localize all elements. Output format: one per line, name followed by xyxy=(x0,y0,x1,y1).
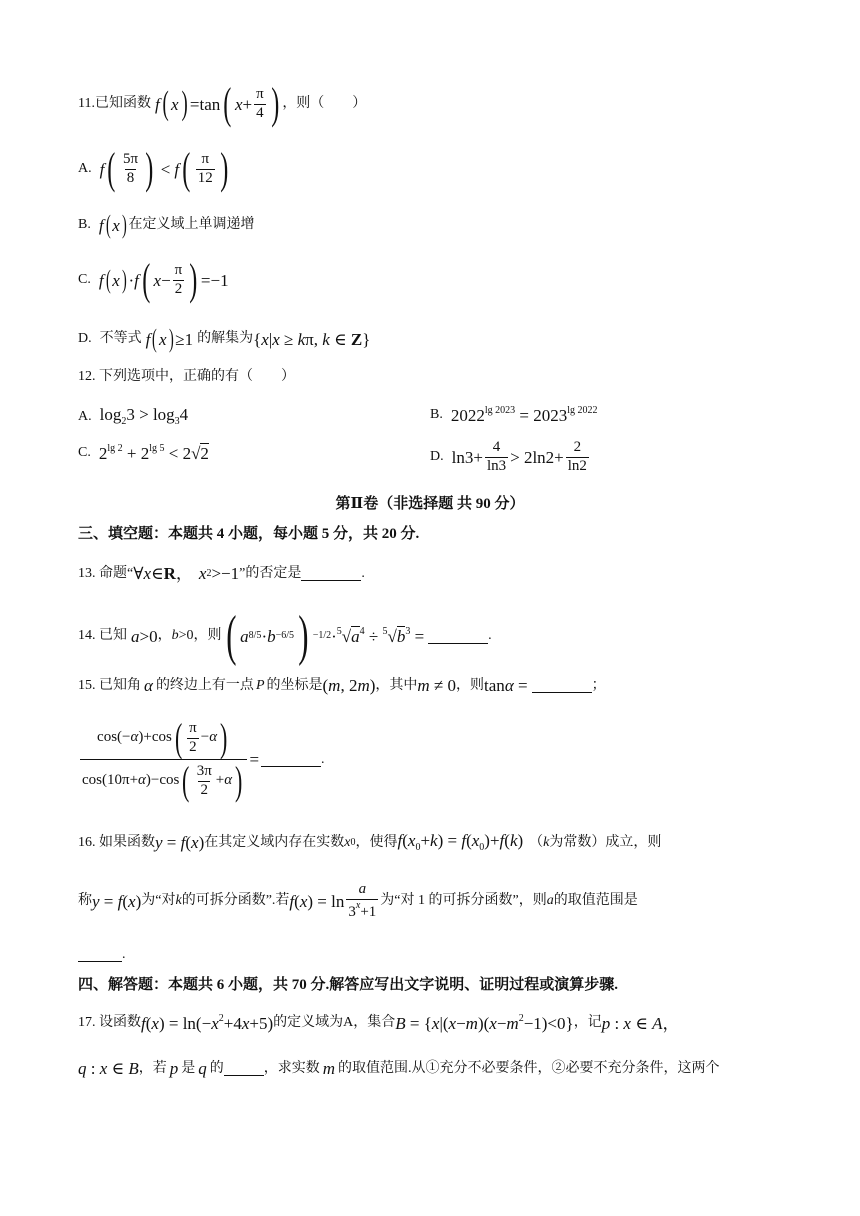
q12-option-c: C. $2^{lg 2} + 2^{lg 5} < 2√2$ xyxy=(78,443,209,463)
q11-option-a: A. f ( $\frac{5\pi}{8}$ ) < f ( $\frac{\pi}{12}$ ) xyxy=(78,144,229,193)
section-4-heading: 四、解答题：本题共 6 小题，共 70 分.解答应写出文字说明、证明过程或演算步骤. xyxy=(78,977,619,993)
q16-blank: . xyxy=(78,947,126,962)
q17-line-1: 17. 设函数 $f(x) = \ln(-x^2+4x+5)$ 的定义域为A，集合 $B = \{x|(x-m)(x-m^2-1)<0\}$ ，记 p : x ∈ A， xyxy=(78,1013,680,1033)
q15: 15. 已知角 α 的终边上有一点 P 的坐标是 (m, 2m) ，其中 m ≠ 0 ，则 tanα = ； xyxy=(78,676,606,695)
q11-option-b: B. f ( x ) 在定义域上单调递增 xyxy=(78,210,255,239)
q16-line-2: 称 y = f(x) 为“对 k 的可拆分函数”.若 f(x) = ln $\frac{a}{3^x+1}$ 为“对 1 的可拆分函数”，则 a 的取值范围是 xyxy=(78,881,638,920)
part-2-title: 第Ⅱ卷（非选择题 共 90 分） xyxy=(335,496,525,512)
q12-option-a: A. $\log_23 > \log_34$ xyxy=(78,405,189,427)
q12-option-d: D. ln3+ $\frac{4}{\ln 3}$ > 2ln2+ $\frac{2}{\ln 2}$ xyxy=(430,439,587,474)
q12-stem: 12. 下列选项中，正确的有（ ） xyxy=(78,369,295,384)
q11-option-c: C. f ( x ) · f ( x − $\frac{\pi}{2}$ ) =−1 xyxy=(78,255,229,304)
q12-option-b: B. $2022^{lg 2023} = 2023^{lg 2022}$ xyxy=(430,405,598,425)
q11-stem: 11. 已知函数 f ( x ) =tan ( x + $\frac{\pi}{4}$ ) ，则（ ） xyxy=(78,79,367,128)
q16-line-1: 16. 如果函数 y = f(x) 在其定义域内存在实数 x 0 ，使得 $f(x_0+k) = f(x_0)+f(k)$ （ k 为常数）成立，则 xyxy=(78,831,662,853)
q15-expression: cos(− α )+cos ( $\frac{\pi}{2}$ − α ) cos(10π+ α )−cos ( $\frac{3\pi}{2}$ + α ) = . xyxy=(82,715,325,803)
q11-option-d: D. 不等式 f ( x ) ≥1 的解集为 {x|x ≥ kπ, k ∈ Z} xyxy=(78,324,371,353)
q13: 13. 命题“ ∀x∈R， x 2 >−1 ”的否定是 . xyxy=(78,564,365,583)
q17-line-2: q : x ∈ B ，若 p 是 q 的 ，求实数 m 的取值范围.从①充分不必要条件，②必要不充分条件，这两个 xyxy=(78,1059,720,1078)
section-3-heading: 三、填空题：本题共 4 小题，每小题 5 分，共 20 分. xyxy=(78,526,420,542)
q14: 14. 已知 a >0 ， b >0 ，则 ( a 8/5 · b −6/5 ) −1/2 $\cdot^5√a^4 \div ^5√b^3$ = . xyxy=(78,605,492,667)
